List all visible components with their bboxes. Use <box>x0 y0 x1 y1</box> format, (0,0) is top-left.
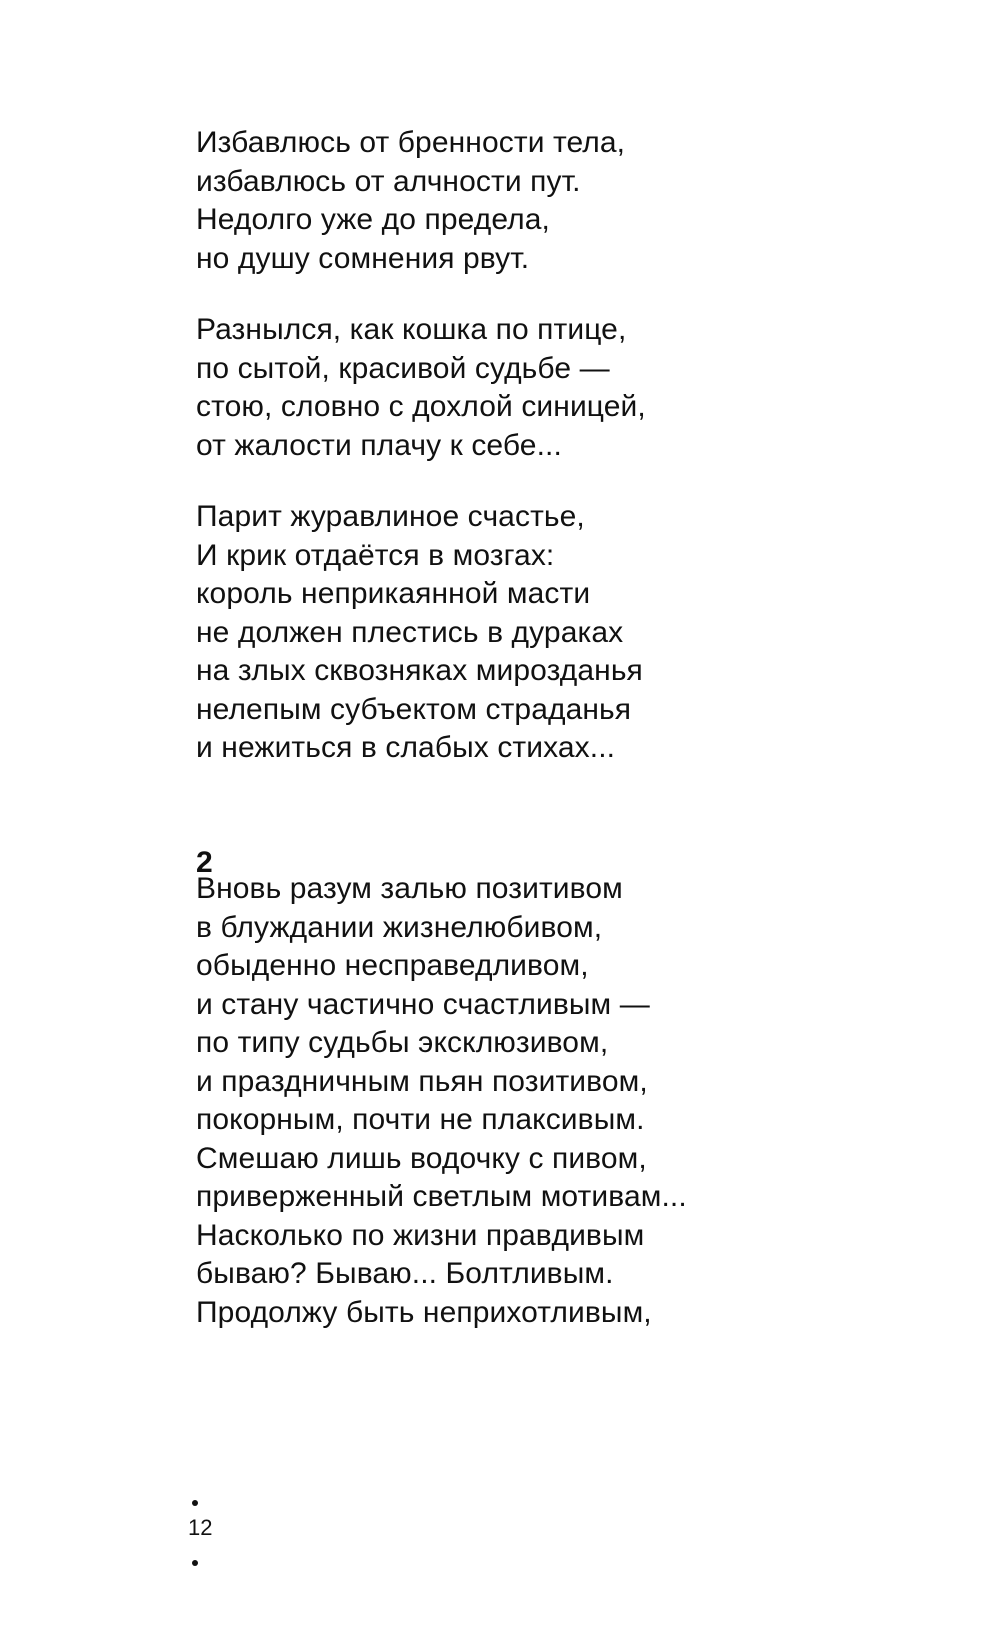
poem-line: но душу сомнения рвут. <box>196 241 530 275</box>
poem-line: от жалости плачу к себе... <box>196 428 562 462</box>
section-number: 2 <box>196 846 213 879</box>
poem-line: стою, словно с дохлой синицей, <box>196 390 646 423</box>
poem-line: и стану частично счастливым — <box>196 987 650 1021</box>
poem-line: Насколько по жизни правдивым <box>196 1218 645 1252</box>
poem-line: бываю? Бываю... Болтливым. <box>196 1257 614 1290</box>
poem-line: Вновь разум залью позитивом <box>196 872 623 905</box>
poem-line: король неприкаянной масти <box>196 577 591 610</box>
poem-line: покорным, почти не плаксивым. <box>196 1103 645 1136</box>
poem-line: приверженный светлым мотивам... <box>196 1180 687 1213</box>
folio <box>188 1500 228 1570</box>
section-2-poem <box>196 870 687 1332</box>
poem-line: на злых сквозняках мирозданья <box>196 654 643 687</box>
poem-line: Разнылся, как кошка по птице, <box>196 313 627 346</box>
poem-line: нелепым субъектом страданья <box>196 692 632 726</box>
poem-line: И крик отдаётся в мозгах: <box>196 538 555 572</box>
poem-line: Продолжу быть неприхотливым, <box>196 1295 652 1329</box>
folio-dot-bottom <box>192 1560 198 1566</box>
poem-line: по сытой, красивой судьбе — <box>196 351 610 385</box>
poem-line: и нежиться в слабых стихах... <box>196 731 616 764</box>
poem-line: в блуждании жизнелюбивом, <box>196 910 603 944</box>
poem-line: Избавлюсь от бренности тела, <box>196 126 626 159</box>
poem-line: не должен плестись в дураках <box>196 615 624 649</box>
stanza-2 <box>196 311 646 465</box>
folio-dot-top <box>192 1500 198 1506</box>
page-number: 12 <box>188 1515 213 1540</box>
stanza-1 <box>196 124 625 278</box>
poem-line: избавлюсь от алчности пут. <box>196 164 581 198</box>
poem-line: обыденно несправедливом, <box>196 949 589 982</box>
poem-line: и праздничным пьян позитивом, <box>196 1064 648 1098</box>
poem-line: Смешаю лишь водочку с пивом, <box>196 1141 647 1175</box>
poem-line: Парит журавлиное счастье, <box>196 500 585 533</box>
stanza-3 <box>196 498 643 768</box>
poem-line: Недолго уже до предела, <box>196 203 550 236</box>
poem-line: по типу судьбы эксклюзивом, <box>196 1026 609 1059</box>
